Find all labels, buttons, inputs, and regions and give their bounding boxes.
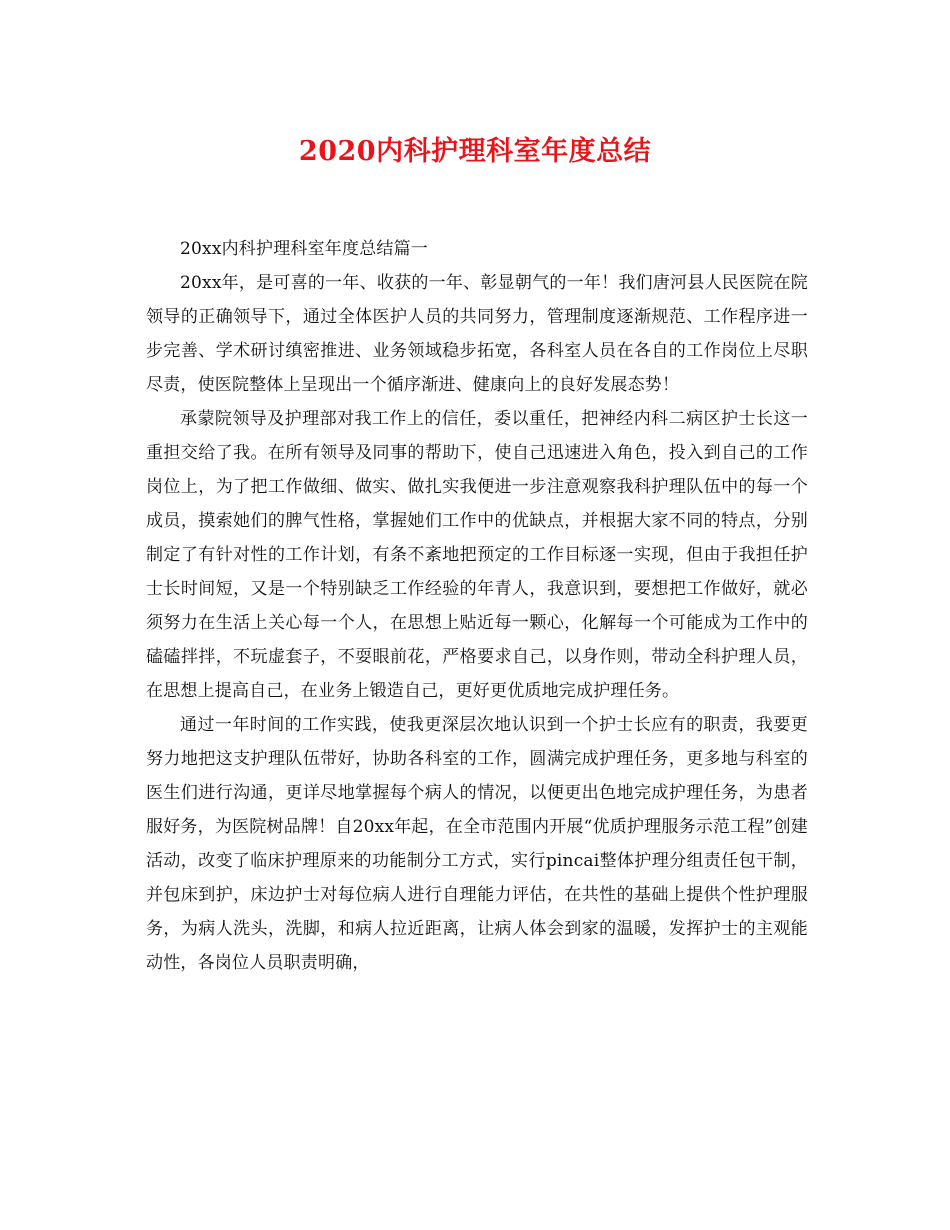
paragraph-3: 通过一年时间的工作实践，使我更深层次地认识到一个护士长应有的职责，我要更努力地把这支护理队伍带好，协助各科室的工作，圆满完成护理任务，更多地与科室的医生们进行沟通，更详尽地掌握每个病人的情况，以便更出色地完成护理任务，为患者服好务，为医院树品牌！自20xx年起，在全市范围内开展“优质护理服务示范工程”创建活动，改变了临床护理原来的功能制分工方式，实行pincai整体护理分组责任包干制，并包床到护，床边护士对每位病人进行自理能力评估，在共性的基础上提供个性护理服务，为病人洗头，洗脚，和病人拉近距离，让病人体会到家的温暖，发挥护士的主观能动性，各岗位人员职责明确， — [146, 715, 808, 973]
paragraph-1: 20xx年，是可喜的一年、收获的一年、彰显朝气的一年！我们唐河县人民医院在院领导的正确领导下，通过全体医护人员的共同努力，管理制度逐渐规范、工作程序进一步完善、学术研讨缜密推进、业务领域稳步拓宽，各科室人员在各自的工作岗位上尽职尽责，使医院整体上呈现出一个循序渐进、健康向上的良好发展态势！ — [146, 273, 808, 395]
paragraph-2: 承蒙院领导及护理部对我工作上的信任，委以重任，把神经内科二病区护士长这一重担交给了我。在所有领导及同事的帮助下，使自己迅速进入角色，投入到自己的工作岗位上，为了把工作做细、做实、做扎实我便进一步注意观察我科护理队伍中的每一个成员，摸索她们的脾气性格，掌握她们工作中的优缺点，并根据大家不同的特点，分别制定了有针对性的工作计划，有条不紊地把预定的工作目标逐一实现，但由于我担任护士长时间短，又是一个特别缺乏工作经验的年青人，我意识到，要想把工作做好，就必须努力在生活上关心每一个人，在思想上贴近每一颗心，化解每一个可能成为工作中的磕磕拌拌，不玩虚套子，不耍眼前花，严格要求自己，以身作则，带动全科护理人员，在思想上提高自己，在业务上锻造自己，更好更优质地完成护理任务。 — [146, 409, 808, 701]
document-title: 2020内科护理科室年度总结 — [298, 136, 652, 167]
section-heading: 20xx内科护理科室年度总结篇一 — [180, 239, 429, 259]
document-body — [146, 232, 808, 980]
